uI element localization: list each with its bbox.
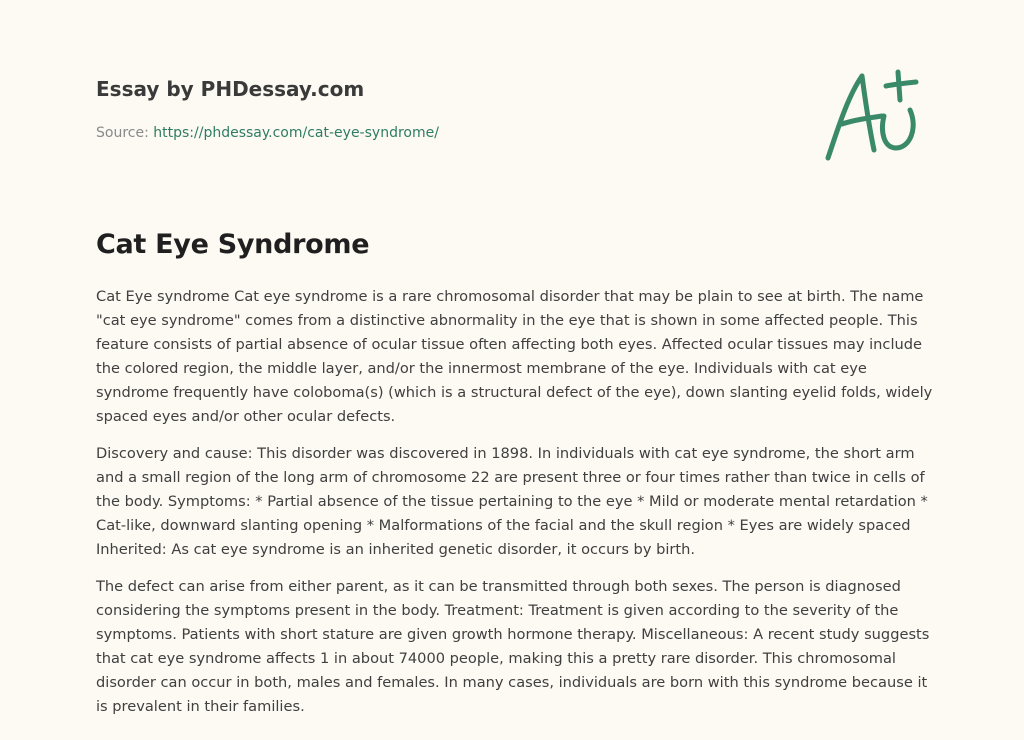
- source-line: [96, 124, 796, 142]
- source-link[interactable]: https://phdessay.com/cat-eye-syndrome/: [153, 125, 439, 141]
- article-title: Cat Eye Syndrome: [96, 229, 370, 260]
- brand-title: Essay by PHDessay.com: [96, 77, 365, 101]
- paragraph: Discovery and cause: This disorder was discovered in 1898. In individuals with cat eye syndrome, the short arm and a small region of the long arm of chromosome 22 are present three or four times rather than twice in cells of the body. Symptoms: * Partial absence of the tissue pertaining to the eye * Mild or moderate mental retardation * Cat-like, downward slanting opening * Malformations of the facial and the skull region * Eyes are widely spaced Inherited: As cat eye syndrome is an inherited genetic disorder, it occurs by birth.: [96, 445, 928, 558]
- source-label: Source:: [96, 125, 149, 141]
- a-plus-logo-icon: [820, 66, 930, 166]
- paragraph: The defect can arise from either parent, as it can be transmitted through both sexes. The person is diagnosed considering the symptoms present in the body. Treatment: Treatment is given according to the severity of the symptoms. Patients with short stature are given growth hormone therapy. Miscellaneous: A recent study suggests that cat eye syndrome affects 1 in about 74000 people, making this a pretty rare disorder. This chromosomal disorder can occur in both, males and females. In many cases, individuals are born with this syndrome because it is prevalent in their families.: [96, 578, 930, 715]
- paragraph: Cat Eye syndrome Cat eye syndrome is a rare chromosomal disorder that may be plain to see at birth. The name "cat eye syndrome" comes from a distinctive abnormality in the eye that is shown in some affected people. This feature consists of partial absence of ocular tissue often affecting both eyes. Affected ocular tissues may include the colored region, the middle layer, and/or the innermost membrane of the eye. Individuals with cat eye syndrome frequently have coloboma(s) (which is a structural defect of the eye), down slanting eyelid folds, widely spaced eyes and/or other ocular defects.: [96, 288, 933, 425]
- article-body: [96, 285, 936, 732]
- page-header: [96, 74, 796, 142]
